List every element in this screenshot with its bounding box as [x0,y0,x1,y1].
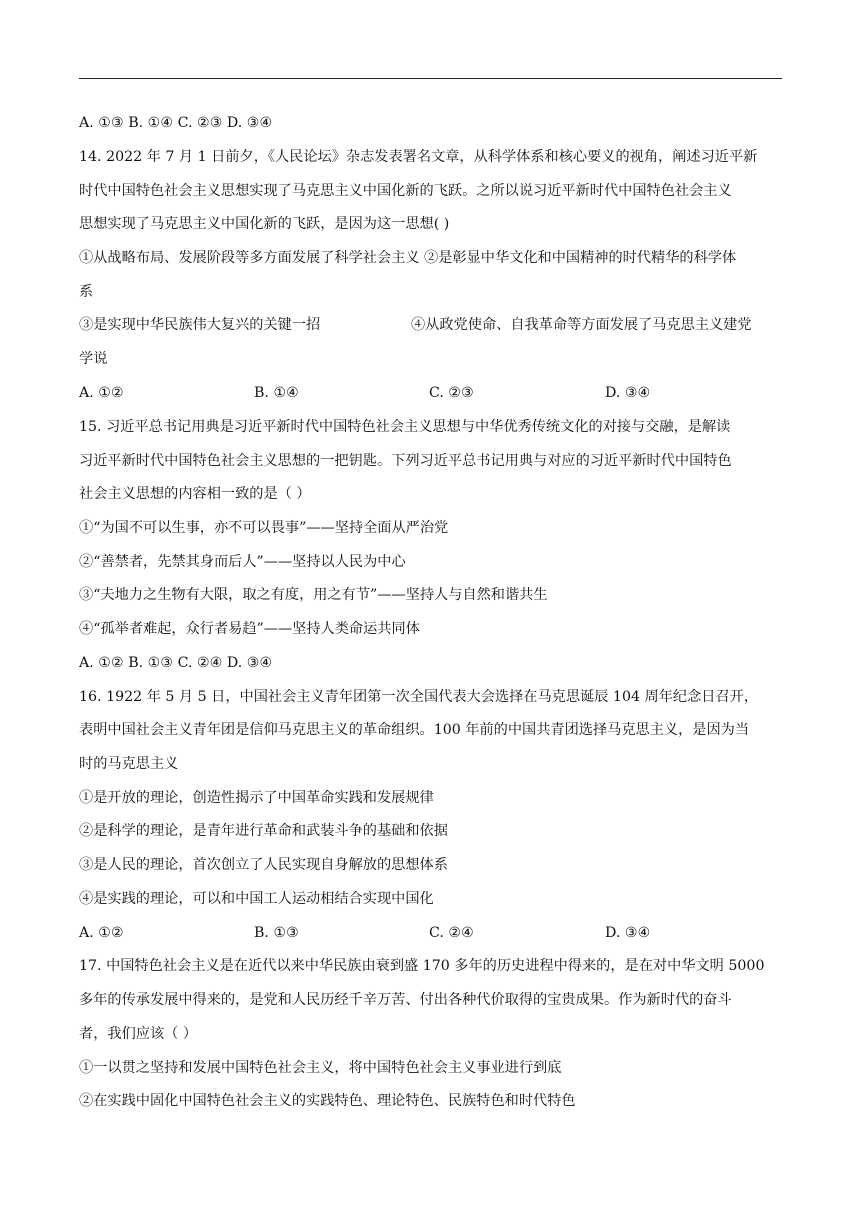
q15-stem-line-3: 社会主义思想的内容相一致的是（ ） [79,486,311,502]
q14-item-3: ③是实现中华民族伟大复兴的关键一招 [79,317,321,333]
q15-options: A. ①② B. ①③ C. ②④ D. ③④ [79,655,273,671]
q15-stem-line-1: 15. 习近平总书记用典是习近平新时代中国特色社会主义思想与中华优秀传统文化的对接与交融，是解读 [79,419,731,435]
q16-item-3: ③是人民的理论，首次创立了人民实现自身解放的思想体系 [79,857,448,873]
q16-option-a: A. ①② [79,925,124,941]
q14-item-4-cont: 学说 [79,351,108,367]
q14-option-b: B. ①④ [254,385,299,401]
q14-stem-line-2: 时代中国特色社会主义思想实现了马克思主义中国化新的飞跃。之所以说习近平新时代中国特色社会主义 [79,183,732,199]
q17-stem-line-1: 17. 中国特色社会主义是在近代以来中华民族由衰到盛 170 多年的历史进程中得来的，是在对中华文明 5000 [79,958,765,974]
q13-options: A. ①③ B. ①④ C. ②③ D. ③④ [79,115,273,131]
q17-stem-line-2: 多年的传承发展中得来的，是党和人民历经千辛万苦、付出各种代价取得的宝贵成果。作为新时代的奋斗 [79,992,732,1008]
q14-option-d: D. ③④ [605,385,651,401]
q14-item-4: ④从政党使命、自我革命等方面发展了马克思主义建党 [411,317,752,333]
q15-item-1: ①“为国不可以生事，亦不可以畏事”——坚持全面从严治党 [79,520,449,536]
q16-item-2: ②是科学的理论，是青年进行革命和武装斗争的基础和依据 [79,823,448,839]
q14-item-2-cont: 系 [79,284,94,300]
q16-stem-line-3: 时的马克思主义 [79,756,179,772]
q14-stem-line-1: 14. 2022 年 7 月 1 日前夕，《人民论坛》杂志发表署名文章，从科学体系和核心要义的视角，阐述习近平新 [79,149,758,165]
q15-item-4: ④“孤举者难起，众行者易趋”——坚持人类命运共同体 [79,621,420,637]
q14-item-1-2: ①从战略布局、发展阶段等多方面发展了科学社会主义 ②是彰显中华文化和中国精神的时代精华的科学体 [79,250,737,266]
q15-item-3: ③“夫地力之生物有大限，取之有度，用之有节”——坚持人与自然和谐共生 [79,587,548,603]
q16-option-b: B. ①③ [254,925,299,941]
q14-option-a: A. ①② [79,385,124,401]
q17-item-2: ②在实践中固化中国特色社会主义的实践特色、理论特色、民族特色和时代特色 [79,1093,576,1109]
q14-option-c: C. ②③ [429,385,474,401]
q16-stem-line-2: 表明中国社会主义青年团是信仰马克思主义的革命组织。100 年前的中国共青团选择马克思主义，是因为当 [79,722,750,738]
q16-option-c: C. ②④ [429,925,474,941]
q16-option-d: D. ③④ [605,925,651,941]
q17-stem-line-3: 者，我们应该（ ） [79,1026,198,1042]
q17-item-1: ①一以贯之坚持和发展中国特色社会主义，将中国特色社会主义事业进行到底 [79,1060,562,1076]
q14-stem-line-3: 思想实现了马克思主义中国化新的飞跃，是因为这一思想( ) [79,216,450,232]
header-rule [79,78,782,79]
q16-item-4: ④是实践的理论，可以和中国工人运动相结合实现中国化 [79,891,434,907]
q15-item-2: ②“善禁者，先禁其身而后人”——坚持以人民为中心 [79,554,406,570]
q15-stem-line-2: 习近平新时代中国特色社会主义思想的一把钥匙。下列习近平总书记用典与对应的习近平新时代中国特色 [79,453,732,469]
q16-item-1: ①是开放的理论，创造性揭示了中国革命实践和发展规律 [79,790,434,806]
q16-stem-line-1: 16. 1922 年 5 月 5 日，中国社会主义青年团第一次全国代表大会选择在马克思诞辰 104 周年纪念日召开， [79,689,759,705]
